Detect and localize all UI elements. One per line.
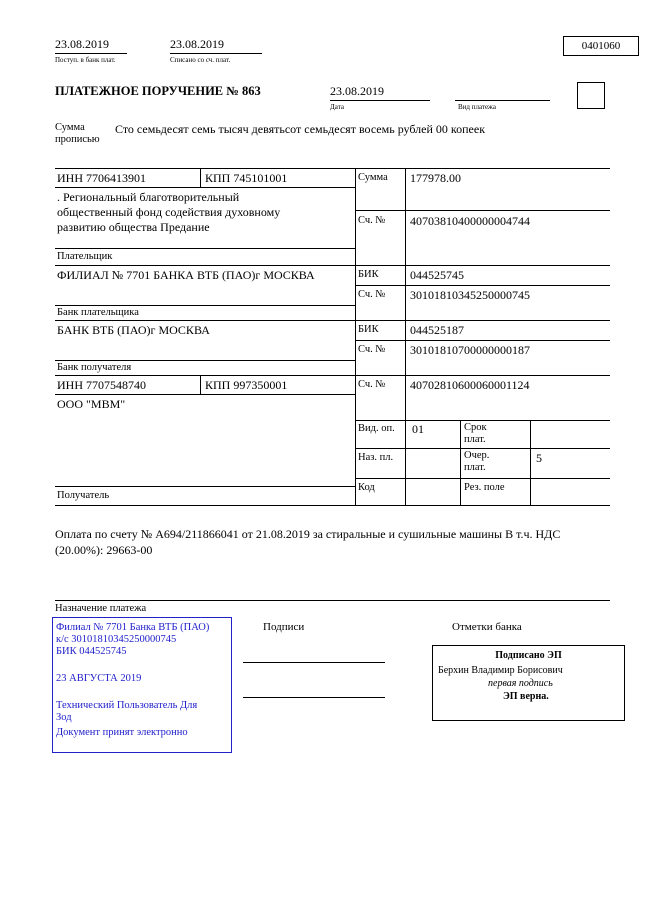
purpose-code-label: Наз. пл. bbox=[358, 452, 394, 463]
date-written-off-label: Списано со сч. плат. bbox=[170, 56, 231, 64]
amount-words-value: Сто семьдесят семь тысяч девятьсот семьдесят восемь рублей 00 копеек bbox=[115, 122, 486, 136]
payee-account-label: Сч. № bbox=[358, 379, 386, 390]
stamp-bik: БИК 044525745 bbox=[56, 646, 127, 657]
table-rule-vertical bbox=[460, 420, 461, 505]
bank-marks-header: Отметки банка bbox=[452, 621, 522, 633]
payee-kpp: КПП 997350001 bbox=[205, 378, 288, 392]
doc-title: ПЛАТЕЖНОЕ ПОРУЧЕНИЕ № 863 bbox=[55, 84, 261, 98]
table-rule bbox=[55, 305, 355, 306]
table-rule bbox=[55, 187, 355, 188]
op-type-value: 01 bbox=[412, 422, 424, 436]
purpose-text: Оплата по счету № А694/211866041 от 21.08.2019 за стиральные и сушильные машины В т.ч. НДС (20.00%): 29663-00 bbox=[55, 527, 561, 557]
payer-bank-bik-value: 044525745 bbox=[410, 268, 464, 282]
priority-label: Очер. плат. bbox=[464, 450, 490, 473]
date-received: 23.08.2019 bbox=[55, 37, 109, 51]
signatures-header: Подписи bbox=[263, 621, 305, 633]
payer-account-value: 40703810400000004744 bbox=[410, 214, 530, 228]
doc-date: 23.08.2019 bbox=[330, 84, 384, 98]
table-rule-vertical bbox=[200, 168, 201, 187]
stamp-bank-name: Филиал № 7701 Банка ВТБ (ПАО) bbox=[56, 622, 210, 633]
esign-signer: Берхин Владимир Борисович bbox=[438, 665, 563, 676]
payee-account-value: 40702810600060001124 bbox=[410, 378, 530, 392]
esign-verified: ЭП верна. bbox=[503, 691, 549, 702]
payer-inn: ИНН 7706413901 bbox=[57, 171, 146, 185]
payee-bank-bik-label: БИК bbox=[358, 324, 379, 335]
table-rule bbox=[355, 478, 610, 479]
date-received-underline bbox=[55, 53, 127, 54]
payer-bank-name: ФИЛИАЛ № 7701 БАНКА ВТБ (ПАО)г МОСКВА bbox=[57, 268, 315, 282]
payer-bank-section-label: Банк плательщика bbox=[57, 307, 139, 318]
stamp-date: 23 АВГУСТА 2019 bbox=[56, 673, 142, 684]
payment-type-box bbox=[577, 82, 605, 109]
payee-name: ООО "МВМ" bbox=[57, 397, 126, 411]
payee-bank-section-label: Банк получателя bbox=[57, 362, 132, 373]
op-type-label: Вид. оп. bbox=[358, 423, 395, 434]
table-rule bbox=[355, 340, 610, 341]
code-label: Код bbox=[358, 482, 375, 493]
payment-term-label: Срок плат. bbox=[464, 422, 487, 445]
form-code-box: 0401060 bbox=[563, 36, 639, 56]
table-rule bbox=[55, 505, 610, 506]
table-rule bbox=[355, 285, 610, 286]
signature-line bbox=[243, 662, 385, 663]
reserve-field-label: Рез. поле bbox=[464, 482, 505, 493]
payer-account-label: Сч. № bbox=[358, 215, 386, 226]
table-rule bbox=[355, 210, 610, 211]
signature-stamp-box bbox=[432, 645, 625, 721]
purpose-rule bbox=[55, 600, 610, 601]
payer-bank-account-label: Сч. № bbox=[358, 289, 386, 300]
doc-date-underline bbox=[330, 100, 430, 101]
payee-inn: ИНН 7707548740 bbox=[57, 378, 146, 392]
stamp-user: Технический Пользователь Для Зод bbox=[56, 700, 198, 723]
table-rule bbox=[55, 486, 355, 487]
payee-bank-account-label: Сч. № bbox=[358, 344, 386, 355]
date-written-off-underline bbox=[170, 53, 262, 54]
table-rule bbox=[355, 448, 610, 449]
stamp-status: Документ принят электронно bbox=[56, 727, 188, 738]
signature-line bbox=[243, 697, 385, 698]
payee-bank-bik-value: 044525187 bbox=[410, 323, 464, 337]
esign-type: первая подпись bbox=[488, 678, 553, 689]
payer-kpp: КПП 745101001 bbox=[205, 171, 288, 185]
doc-date-label: Дата bbox=[330, 103, 344, 111]
table-rule-vertical bbox=[405, 168, 406, 505]
table-rule bbox=[55, 168, 610, 169]
payee-section-label: Получатель bbox=[57, 490, 110, 501]
table-rule bbox=[55, 360, 355, 361]
table-rule-vertical bbox=[530, 420, 531, 505]
table-rule bbox=[55, 375, 610, 376]
stamp-corr-account: к/с 30101810345250000745 bbox=[56, 634, 177, 645]
table-rule bbox=[355, 420, 610, 421]
payee-bank-account-value: 30101810700000000187 bbox=[410, 343, 530, 357]
payment-type-label: Вид платежа bbox=[458, 103, 497, 111]
purpose-section-label: Назначение платежа bbox=[55, 603, 147, 614]
date-written-off: 23.08.2019 bbox=[170, 37, 224, 51]
table-rule-vertical bbox=[355, 168, 356, 505]
table-rule bbox=[55, 320, 610, 321]
priority-value: 5 bbox=[536, 451, 542, 465]
table-rule bbox=[55, 265, 610, 266]
bank-stamp-box bbox=[52, 617, 232, 753]
table-rule-vertical bbox=[200, 375, 201, 394]
payee-bank-name: БАНК ВТБ (ПАО)г МОСКВА bbox=[57, 323, 210, 337]
esign-title: Подписано ЭП bbox=[495, 650, 562, 661]
amount-label: Сумма bbox=[358, 172, 388, 183]
table-rule bbox=[55, 248, 355, 249]
payer-bank-account-value: 30101810345250000745 bbox=[410, 288, 530, 302]
payer-section-label: Плательщик bbox=[57, 251, 113, 262]
amount-words-label: Сумма прописью bbox=[55, 122, 100, 145]
date-received-label: Поступ. в банк плат. bbox=[55, 56, 116, 64]
table-rule bbox=[55, 394, 355, 395]
payment-type-underline bbox=[455, 100, 550, 101]
payer-name: . Региональный благотворительный общественный фонд содействия духовному развитию общества Предание bbox=[57, 190, 281, 234]
payer-bank-bik-label: БИК bbox=[358, 269, 379, 280]
amount-value: 177978.00 bbox=[410, 171, 461, 185]
